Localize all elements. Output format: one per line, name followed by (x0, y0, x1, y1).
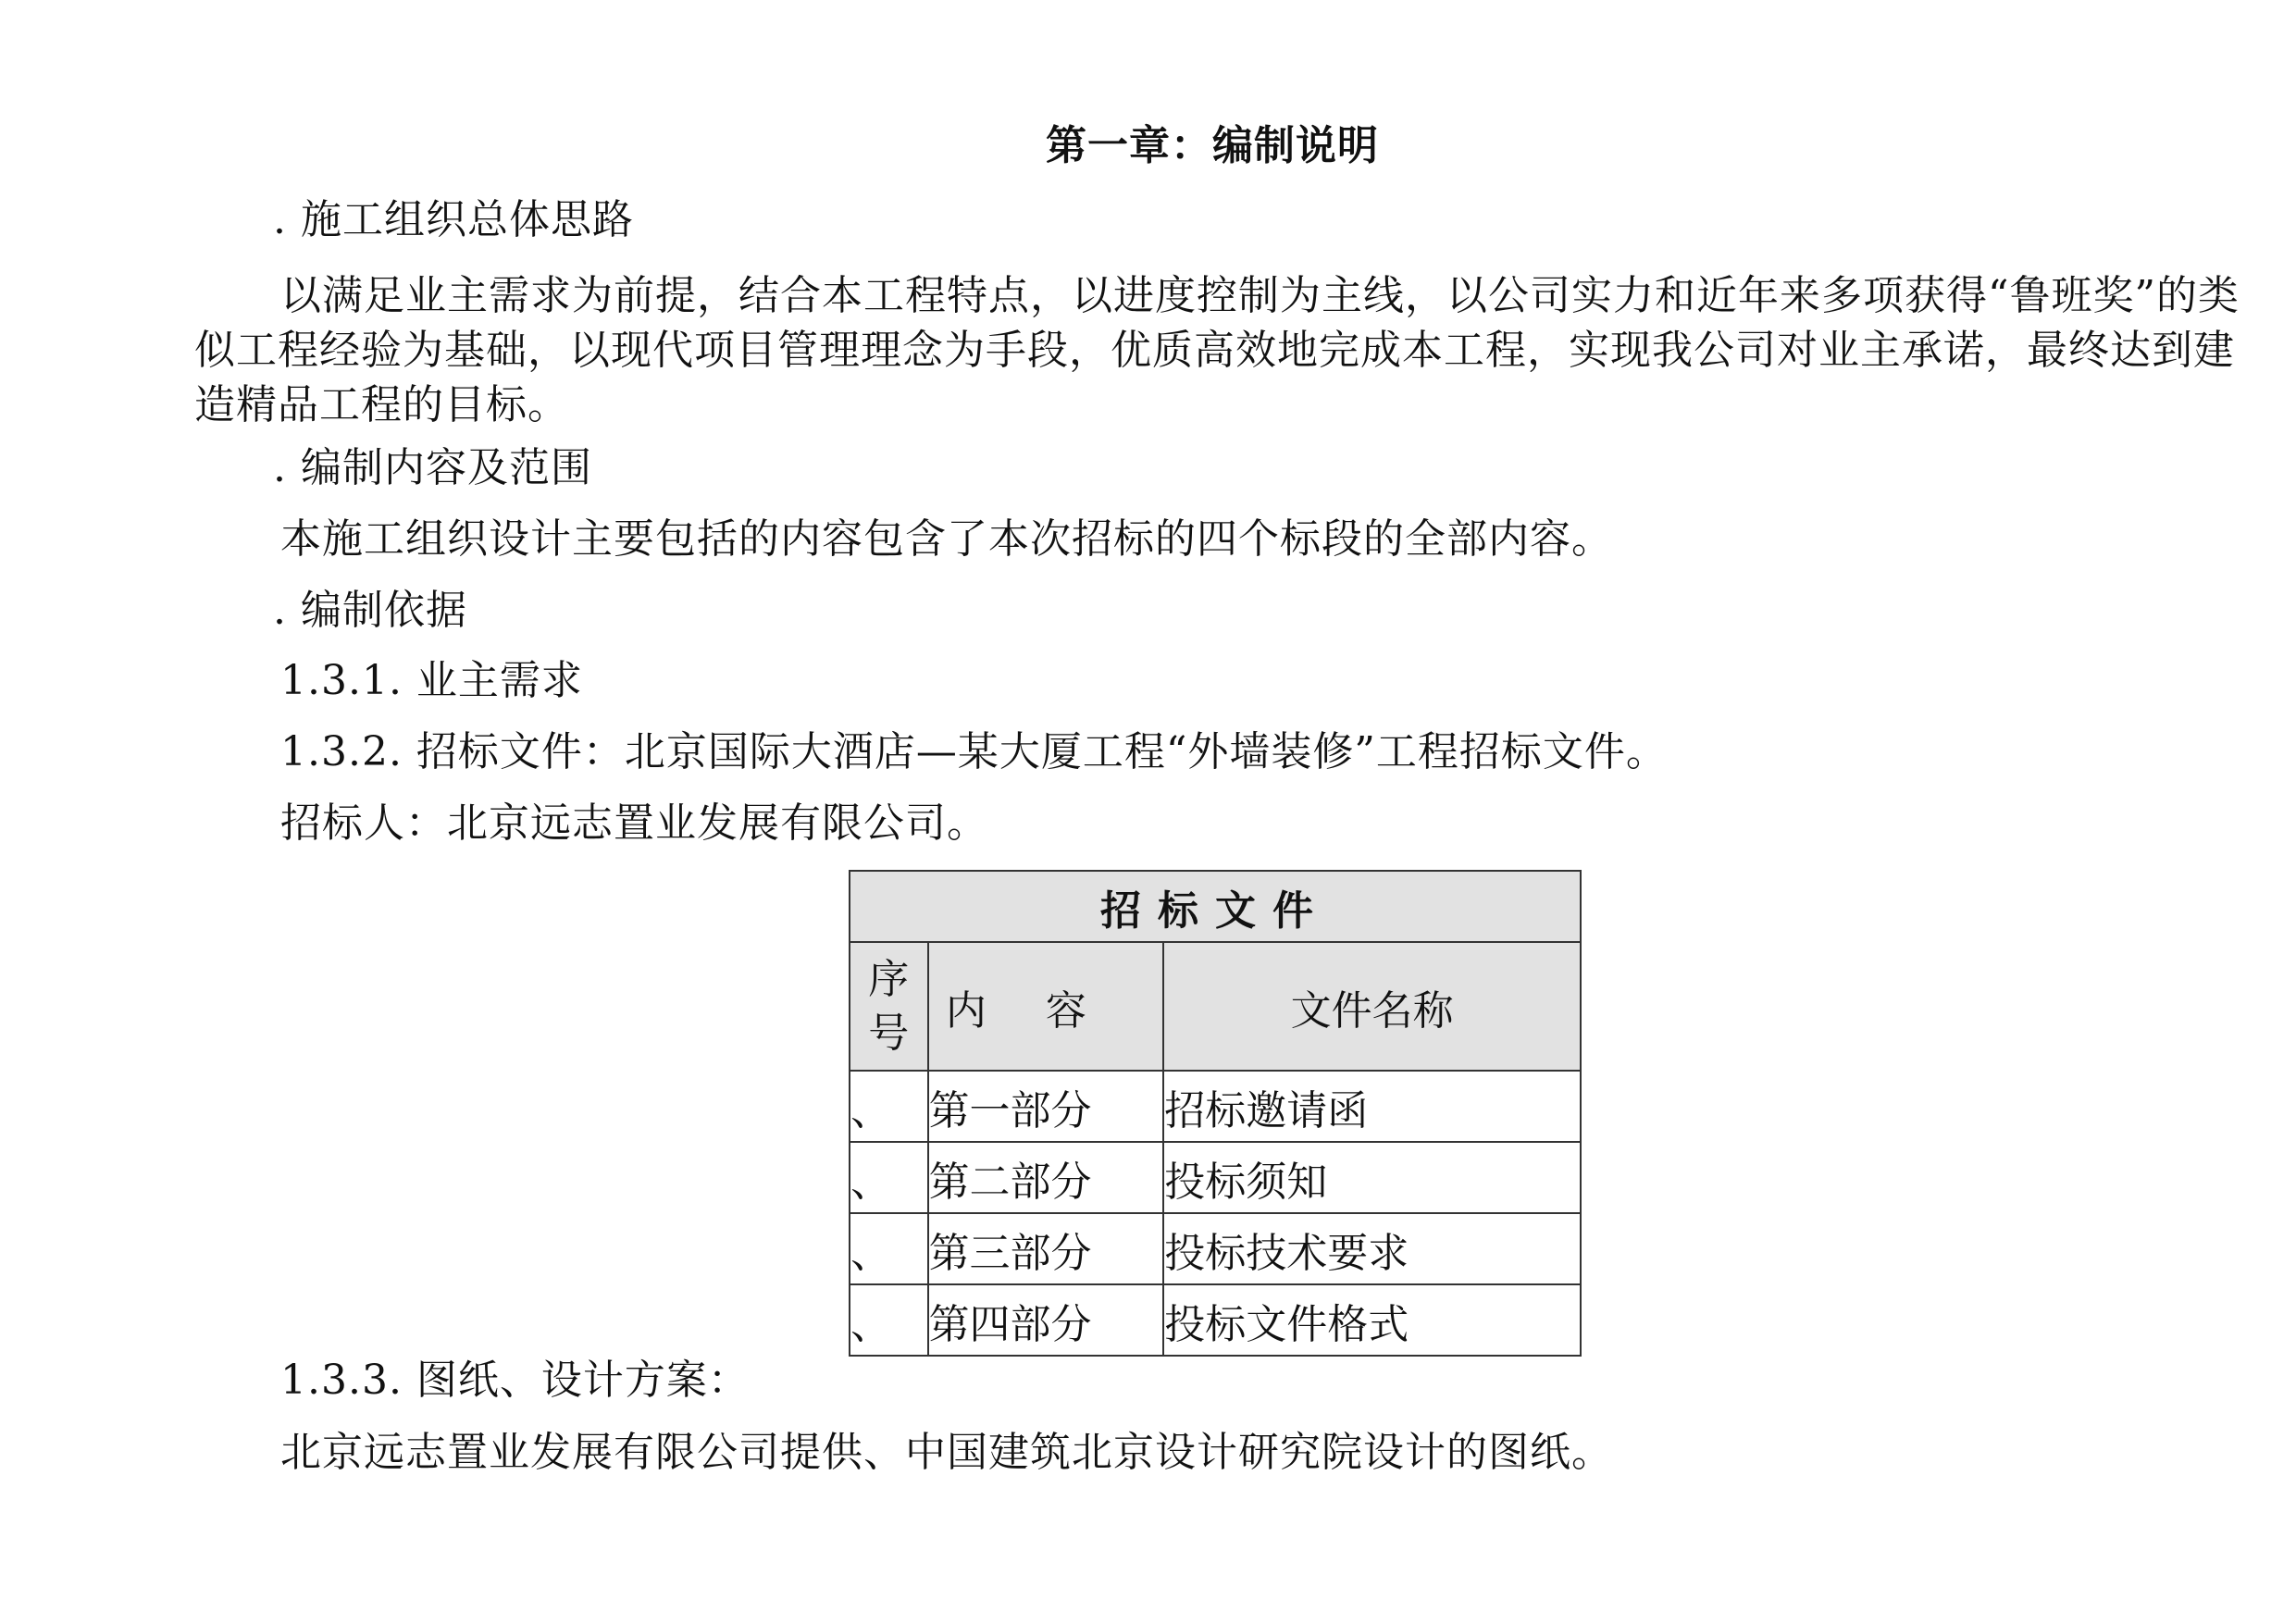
bid-documents-table (849, 870, 1582, 1357)
header-seq-line2: 号 (868, 1009, 910, 1057)
cell-part: 第四部分 (928, 1284, 1164, 1356)
bidder-line: 招标人：北京远志置业发展有限公司。 (280, 800, 988, 847)
cell-seq: 、 (850, 1284, 928, 1356)
table-row (850, 1142, 1581, 1213)
table-row (850, 1284, 1581, 1356)
paragraph-overall-approach: 以满足业主需求为前提，结合本工程特点，以进度控制为主线，以公司实力和近年来多项获得“鲁班奖”的类似工程经验为基础，以现代项目管理理念为手段，优质高效地完成本工程，实现我公司对业主承诺，最终达到建造精品工程的目标。 (194, 272, 2240, 428)
section-heading-overall-approach: . 施工组织总体思路 (273, 196, 634, 243)
cell-part: 第二部分 (928, 1142, 1164, 1213)
item-drawings-design: 1.3.3. 图纸、设计方案： (280, 1357, 750, 1404)
item-owner-requirements: 1.3.1. 业主需求 (280, 657, 583, 704)
item-bid-documents: 1.3.2. 招标文件：北京国际大酒店—某大厦工程“外墙装修”工程招标文件。 (280, 728, 1668, 775)
chapter-title: 第一章：编制说明 (1046, 122, 1379, 169)
table-row (850, 1071, 1581, 1142)
header-file-name: 文件名称 (1163, 942, 1581, 1071)
cell-file-name: 投标文件格式 (1163, 1284, 1581, 1356)
table-title: 招标文件 (850, 871, 1581, 942)
paragraph-drawings: 北京远志置业发展有限公司提供、中国建筑北京设计研究院设计的图纸。 (280, 1429, 1613, 1476)
header-content (928, 942, 1164, 1071)
cell-seq: 、 (850, 1071, 928, 1142)
cell-seq: 、 (850, 1213, 928, 1284)
table-row (850, 1213, 1581, 1284)
paragraph-content-scope: 本施工组织设计主要包括的内容包含了本次招标的四个标段的全部内容。 (280, 515, 1613, 563)
section-heading-basis: . 编制依据 (273, 587, 467, 634)
cell-part: 第一部分 (928, 1071, 1164, 1142)
cell-file-name: 投标须知 (1163, 1142, 1581, 1213)
cell-seq: 、 (850, 1142, 928, 1213)
cell-file-name: 招标邀请函 (1163, 1071, 1581, 1142)
header-content-label: 内容 (945, 986, 1146, 1035)
section-heading-content-scope: . 编制内容及范围 (273, 444, 592, 491)
header-seq-line1: 序 (868, 955, 910, 1003)
cell-part: 第三部分 (928, 1213, 1164, 1284)
header-seq (850, 942, 928, 1071)
cell-file-name: 投标技术要求 (1163, 1213, 1581, 1284)
